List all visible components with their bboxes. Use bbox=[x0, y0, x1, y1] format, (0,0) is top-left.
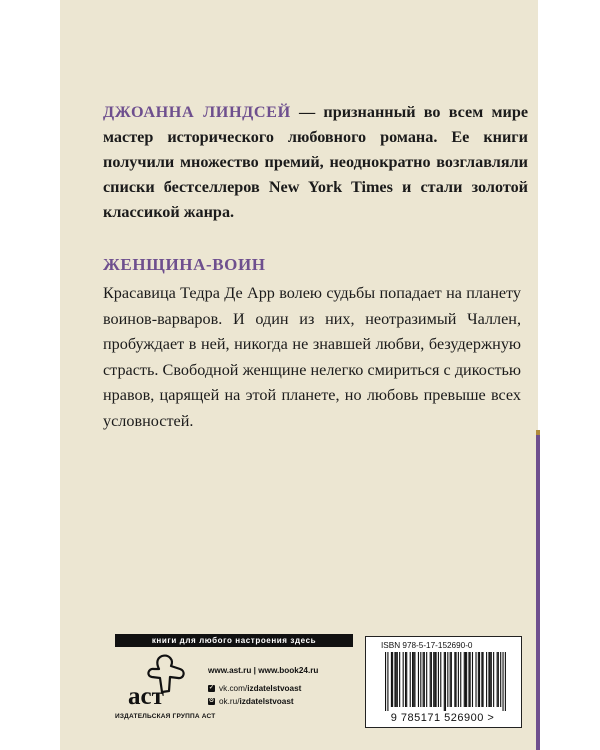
ok-icon: ʘ bbox=[209, 698, 214, 704]
author-name: ДЖОАННА ЛИНДСЕЙ bbox=[103, 103, 291, 121]
barcode-digits: 9 785171 526900 > bbox=[390, 712, 495, 724]
vk-link[interactable]: ✓ vk.com/ izdatelstvoast bbox=[208, 684, 302, 693]
ast-logo-icon bbox=[122, 652, 188, 712]
spine-purple-stripe bbox=[536, 435, 540, 750]
publisher-name: ИЗДАТЕЛЬСКАЯ ГРУППА АСТ bbox=[115, 713, 216, 720]
logo-text: аст bbox=[128, 683, 164, 710]
book-title: ЖЕНЩИНА-ВОИН bbox=[103, 255, 266, 274]
vk-icon: ✓ bbox=[208, 685, 215, 691]
publisher-links bbox=[208, 664, 318, 708]
barcode-icon bbox=[385, 652, 506, 711]
website-links[interactable]: www.ast.ru | www.book24.ru bbox=[208, 666, 319, 675]
author-bio bbox=[103, 100, 528, 225]
isbn-label: ISBN 978-5-17-152690-0 bbox=[381, 641, 473, 650]
book-synopsis: Красавица Тедра Де Арр волею судьбы попадает на планету воинов-варваров. И один из них, неотразимый Чаллен, пробуждает в ней, никогда не знавшей любви, безудержную страсть. Свободной женщине нелегко смириться с дикостью нравов, царящей на этой планете, но любовь превыше всех условностей. bbox=[103, 284, 521, 430]
tagline-bar: книги для любого настроения здесь bbox=[115, 634, 353, 647]
ok-link[interactable]: ʘ ok.ru/ izdatelstvoast bbox=[209, 697, 294, 706]
author-bio-text: — признанный во всем мире мастер исторического любовного романа. Ее книги получили множество премий, неоднократно возглавляли списки бестселлеров New York Times и стали золотой классикой жанра. bbox=[103, 103, 529, 221]
